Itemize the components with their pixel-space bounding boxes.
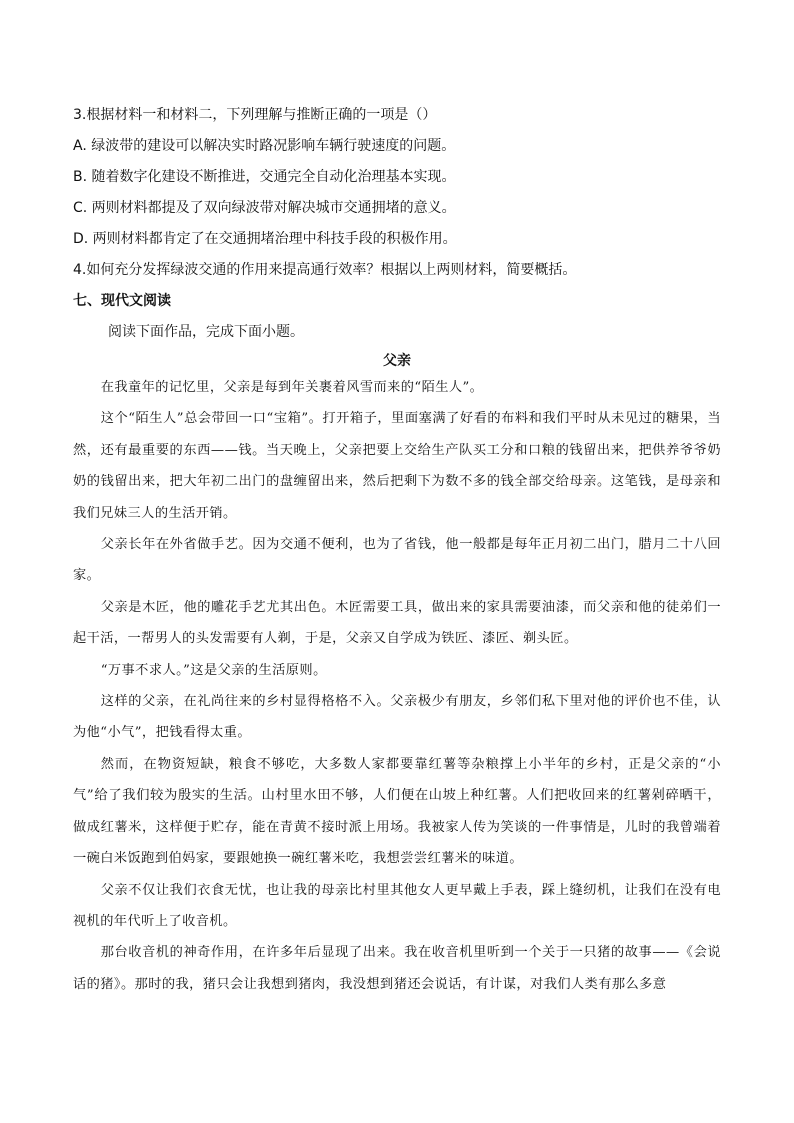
story-paragraph: 父亲不仅让我们衣食无忧，也让我的母亲比村里其他女人更早戴上手表，踩上缝纫机，让我们在没有电视机的年代听上了收音机。 <box>73 882 721 929</box>
story-paragraph: 在我童年的记忆里，父亲是每到年关裹着风雪而来的“陌生人”。 <box>100 380 484 395</box>
question-3-option-a: A. 绿波带的建设可以解决实时路况影响车辆行驶速度的问题。 <box>73 138 456 154</box>
question-3-option-d: D. 两则材料都肯定了在交通拥堵治理中科技手段的积极作用。 <box>73 231 457 247</box>
question-4-stem: 4.如何充分发挥绿波交通的作用来提高通行效率？根据以上两则材料，简要概括。 <box>73 262 577 278</box>
story-paragraph: 那台收音机的神奇作用，在许多年后显现了出来。我在收音机里听到一个关于一只猪的故事——《会说话的猪》。那时的我，猪只会让我想到猪肉，我没想到猪还会说话，有计谋，对我们人类有那么多意 <box>73 945 721 992</box>
story-paragraph: 这样的父亲，在礼尚往来的乡村显得格格不入。父亲极少有朋友，乡邻们私下里对他的评价也不佳，认为他“小气”，把钱看得太重。 <box>73 694 721 741</box>
section-heading: 七、现代文阅读 <box>73 293 171 309</box>
story-paragraph: 这个“陌生人”总会带回一口“宝箱”。打开箱子，里面塞满了好看的布料和我们平时从未见过的糖果，当然，还有最重要的东西——钱。当天晚上，父亲把要上交给生产队买工分和口粮的钱留出来，把供养爷爷奶奶的钱留出来，把大年初二出门的盘缠留出来，然后把剩下为数不多的钱全部交给母亲。这笔钱，是母亲和我们兄妹三人的生活开销。 <box>73 411 721 521</box>
story-title: 父亲 <box>383 353 411 369</box>
story-paragraph: “万事不求人。”这是父亲的生活原则。 <box>100 662 327 678</box>
story-paragraph: 父亲是木匠，他的雕花手艺尤其出色。木匠需要工具，做出来的家具需要油漆，而父亲和他的徒弟们一起干活，一帮男人的头发需要有人剃，于是，父亲又自学成为铁匠、漆匠、剃头匠。 <box>73 599 721 647</box>
section-instruction: 阅读下面作品，完成下面小题。 <box>108 324 304 340</box>
question-3-option-c: C. 两则材料都提及了双向绿波带对解决城市交通拥堵的意义。 <box>73 200 456 216</box>
story-paragraph: 然而，在物资短缺，粮食不够吃，大多数人家都要靠红薯等杂粮撑上小半年的乡村，正是父亲的“小气”给了我们较为殷实的生活。山村里水田不够，人们便在山坡上种红薯。人们把收回来的红薯剁碎晒干，做成红薯米，这样便于贮存，能在青黄不接时派上用场。我被家人传为笑谈的一件事情是，儿时的我曾端着一碗白米饭跑到伯妈家，要跟她换一碗红薯米吃，我想尝尝红薯米的味道。 <box>73 756 721 867</box>
story-body <box>73 372 721 1000</box>
question-3-option-b: B. 随着数字化建设不断推进，交通完全自动化治理基本实现。 <box>73 169 456 185</box>
question-3-stem: 3.根据材料一和材料二，下列理解与推断正确的一项是（） <box>73 107 437 123</box>
story-paragraph: 父亲长年在外省做手艺。因为交通不便利，也为了省钱，他一般都是每年正月初二出门，腊月二十八回家。 <box>73 537 721 584</box>
